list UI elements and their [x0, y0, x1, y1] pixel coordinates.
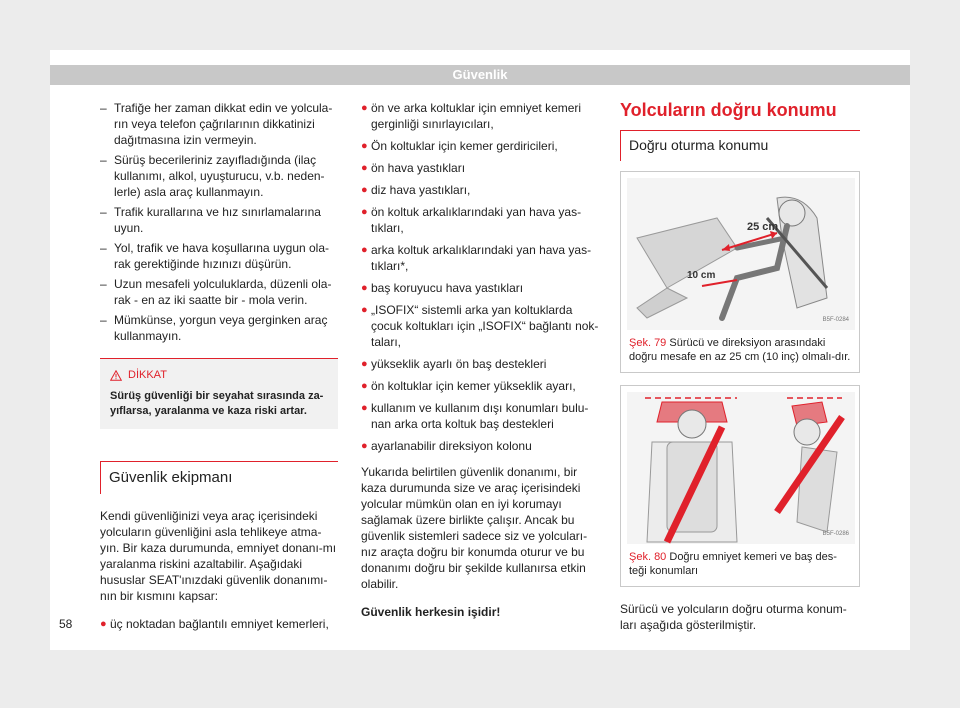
- list-item: – Uzun mesafeli yolculuklarda, düzenli ola-rak - en az iki saatte bir - mola verin.: [100, 277, 332, 307]
- seating-distance-illustration: [627, 178, 855, 330]
- figure-79: [620, 171, 860, 373]
- list-item: – Sürüş becerileriniz zayıfladığında (ilaç kullanımı, alkol, uyuşturucu, v.b. neden-lerle) asla araç kullanmayın.: [100, 153, 325, 199]
- figure-code: B5F-0286: [822, 531, 849, 537]
- dimension-10cm: 10 cm: [687, 270, 716, 281]
- section-title: Güvenlik ekipmanı: [100, 461, 338, 494]
- list-item: – Mümkünse, yorgun veya gerginken araç kullanmayın.: [100, 313, 328, 343]
- warning-triangle-icon: [110, 370, 122, 381]
- figure-80-illustration: [627, 392, 853, 544]
- list-item: ● „ISOFIX“ sistemli arka yan koltuklarda çocuk koltukları için „ISOFIX“ bağlantı nok-taları,: [361, 303, 599, 349]
- warning-header: [110, 367, 328, 383]
- section-subtitle: Doğru oturma konumu: [620, 130, 860, 161]
- list-item: ● Ön koltuklar için kemer gerdiricileri,: [361, 139, 558, 153]
- figure-caption: Şek. 79 Sürücü ve direksiyon arasındaki doğru mesafe en az 25 cm (10 inç) olmalı-dır.: [629, 337, 851, 363]
- warning-label: DİKKAT: [128, 369, 167, 381]
- list-item: ● yükseklik ayarlı ön baş destekleri: [361, 357, 547, 371]
- list-item: ● arka koltuk arkalıklarındaki yan hava yas-tıkları*,: [361, 243, 592, 273]
- dimension-25cm: 25 cm: [747, 221, 779, 233]
- seatbelt-headrest-illustration: [627, 392, 855, 544]
- list-item: ● ön hava yastıkları: [361, 161, 466, 175]
- figure-80: [620, 385, 860, 587]
- list-item: ● ön koltuklar için kemer yükseklik ayarı,: [361, 379, 576, 393]
- list-item: – Yol, trafik ve hava koşullarına uygun ola-rak gerektiğinde hızınızı düşürün.: [100, 241, 330, 271]
- figure-label: Şek. 80: [629, 551, 667, 563]
- list-item: ● ön ve arka koltuklar için emniyet kemeri gerginliği sınırlayıcıları,: [361, 101, 582, 131]
- column-3: [620, 100, 860, 645]
- chapter-header: Güvenlik: [50, 65, 910, 85]
- warning-box: [100, 358, 338, 429]
- list-item: ● ön koltuk arkalıklarındaki yan hava yas-tıkları,: [361, 205, 582, 235]
- list-item: ● ayarlanabilir direksiyon kolonu: [361, 439, 532, 453]
- list-item: ● üç noktadan bağlantılı emniyet kemerleri,: [100, 617, 329, 631]
- list-item: ● kullanım ve kullanım dışı konumları bulu-nan arka orta koltuk baş destekleri: [361, 401, 589, 431]
- figure-code: B5F-0284: [822, 317, 849, 323]
- closing-statement: Güvenlik herkesin işidir!: [361, 605, 501, 619]
- paragraph: Kendi güvenliğinizi veya araç içerisindeki yolcuların güvenliğini asla tehlikeye atma-yın. Bir kaza durumunda, emniyet donanı-mı yaralanma riskini azaltabilir. Aşağıdaki hususlar SEAT'ınızdaki güvenlik donanımı-nın bir kısmını kapsar:: [100, 509, 337, 603]
- column-1: [100, 100, 338, 638]
- list-item: ● baş koruyucu hava yastıkları: [361, 281, 524, 295]
- list-item: – Trafik kurallarına ve hız sınırlamalarına uyun.: [100, 205, 321, 235]
- column-2: [361, 100, 601, 620]
- list-item: – Trafiğe her zaman dikkat edin ve yolcula-rın veya telefon çağrılarının dikkatinizi dağıtmasına izin vermeyin.: [100, 101, 333, 147]
- figure-79-illustration: [627, 178, 853, 330]
- list-item: ● diz hava yastıkları,: [361, 183, 471, 197]
- figure-label: Şek. 79: [629, 337, 667, 349]
- warning-text: Sürüş güvenliği bir seyahat sırasında za-yıflarsa, yaralanma ve kaza riski artar.: [110, 390, 324, 417]
- paragraph: Yukarıda belirtilen güvenlik donanımı, bir kaza durumunda size ve araç içerisindeki yolcular mümkün olan en iyi korumayı sağlamak üzere birlikte çalışır. Ancak bu güvenlik sistemleri sadece siz ve yolcuları-nız araçta doğru bir konumda oturur ve bu donanımı doğru bir şekilde kullanırsa etkin olabilir.: [361, 465, 588, 591]
- page-number: 58: [59, 617, 73, 631]
- figure-caption: Şek. 80 Doğru emniyet kemeri ve baş des-teği konumları: [629, 551, 837, 577]
- page-title: Yolcuların doğru konumu: [620, 100, 837, 120]
- paragraph: Sürücü ve yolcuların doğru oturma konum-ları aşağıda gösterilmiştir.: [620, 602, 847, 632]
